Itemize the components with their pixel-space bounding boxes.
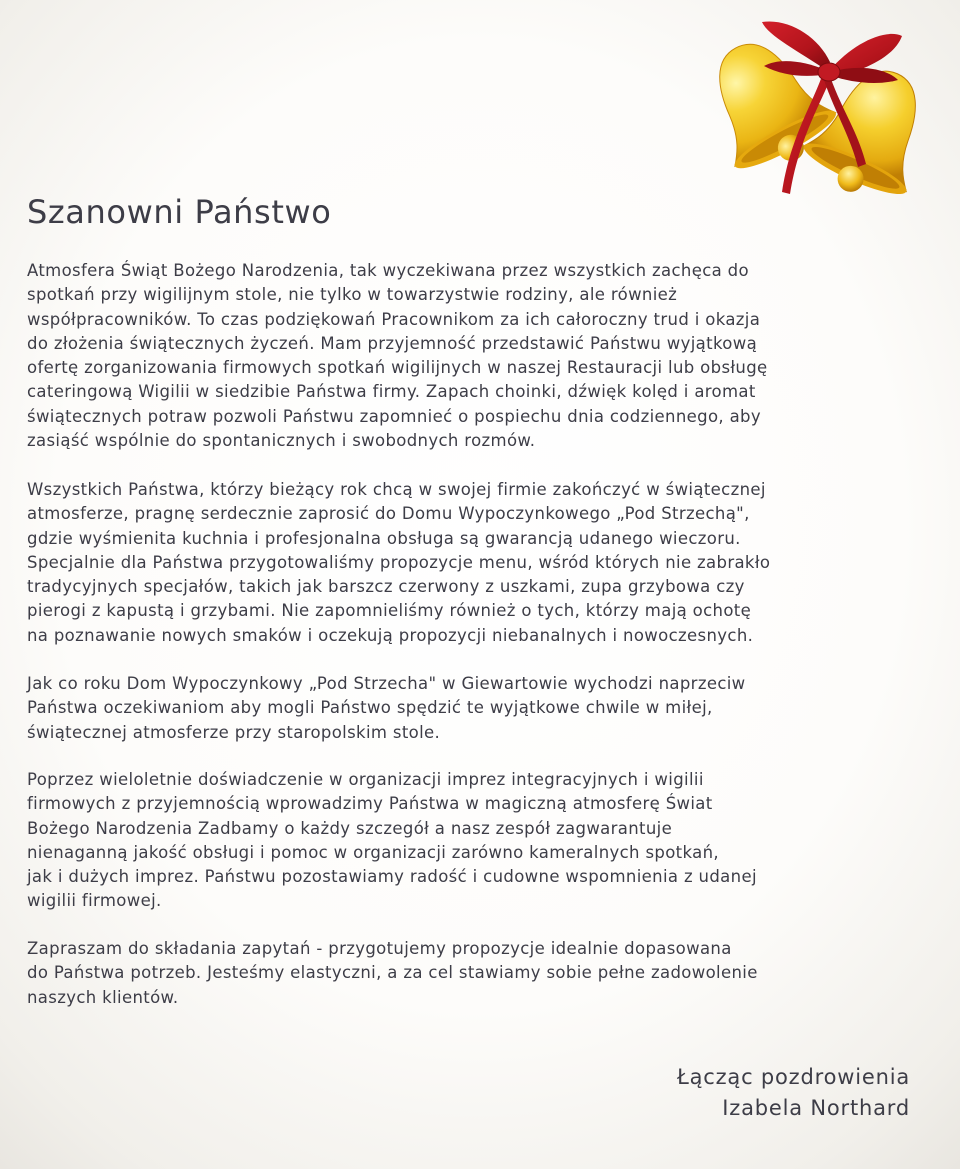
text-line: tradycyjnych specjałów, takich jak barszcz czerwony z uszkami, zupa grzybowa czy — [27, 577, 745, 597]
signature-name: Izabela Northard — [722, 1096, 910, 1120]
text-line: Jak co roku Dom Wypoczynkowy „Pod Strzecha" w Giewartowie wychodzi naprzeciw — [27, 674, 746, 693]
text-line: świątecznej atmosferze przy staropolskim stole. — [27, 722, 441, 742]
text-line: spotkań przy wigilijnym stole, nie tylko w towarzystwie rodziny, ale również — [27, 285, 678, 305]
closing-block — [677, 1062, 910, 1124]
text-line: Atmosfera Świąt Bożego Narodzenia, tak wyczekiwana przez wszystkich zachęca do — [27, 261, 749, 280]
text-line: atmosferze, pragnę serdecznie zaprosić do Domu Wypoczynkowego „Pod Strzechą", — [27, 504, 750, 524]
paragraph-experience — [27, 768, 757, 914]
paragraph-intro — [27, 259, 768, 453]
text-line: wigilii firmowej. — [27, 891, 162, 911]
text-line: do Państwa potrzeb. Jesteśmy elastyczni, a za cel stawiamy sobie pełne zadowolenie — [27, 963, 758, 983]
text-line: pierogi z kapustą i grzybami. Nie zapomnieliśmy również o tych, którzy mają ochotę — [27, 601, 752, 621]
text-line: gdzie wyśmienita kuchnia i profesjonalna obsługa są gwarancją udanego wieczoru. — [27, 528, 741, 548]
text-line: nienaganną jakość obsługi i pomoc w organizacji zarówno kameralnych spotkań, — [27, 842, 719, 862]
paragraph-inquiry — [27, 937, 758, 1010]
text-line: Wszystkich Państwa, którzy bieżący rok chcą w swojej firmie zakończyć w świątecznej — [27, 480, 766, 499]
text-line: zasiąść wspólnie do spontanicznych i swobodnych rozmów. — [27, 431, 536, 451]
text-line: firmowych z przyjemnością wprowadzimy Państwa w magiczną atmosferę Świat — [27, 794, 713, 814]
text-line: na poznawanie nowych smaków i oczekują propozycji niebanalnych i nowoczesnych. — [27, 625, 754, 645]
text-line: Specjalnie dla Państwa przygotowaliśmy propozycje menu, wśród których nie zabrakło — [27, 552, 771, 572]
text-line: Państwa oczekiwaniom aby mogli Państwo spędzić te wyjątkowe chwile w miłej, — [27, 698, 713, 718]
text-line: do złożenia świątecznych życzeń. Mam przyjemność przedstawić Państwu wyjątkową — [27, 333, 758, 353]
text-line: jak i dużych imprez. Państwu pozostawiamy radość i cudowne wspomnienia z udanej — [27, 867, 757, 887]
text-line: Bożego Narodzenia Zadbamy o każdy szczegół a nasz zespół zagwarantuje — [27, 818, 673, 838]
text-line: świątecznych potraw pozwoli Państwu zapomnieć o pospiechu dnia codziennego, aby — [27, 406, 761, 426]
greeting: Szanowni Państwo — [27, 193, 332, 231]
closing-salutation: Łącząc pozdrowienia — [676, 1065, 910, 1089]
letter — [27, 0, 927, 1169]
text-line: ofertę zorganizowania firmowych spotkań wigilijnych w naszej Restauracji lub obsługę — [27, 358, 768, 378]
text-line: Poprzez wieloletnie doświadczenie w organizacji imprez integracyjnych i wigilii — [27, 770, 704, 789]
text-line: naszych klientów. — [27, 987, 179, 1007]
paragraph-tradition — [27, 672, 746, 745]
text-line: Zapraszam do składania zapytań - przygotujemy propozycje idealnie dopasowana — [27, 939, 732, 958]
paragraph-invitation — [27, 478, 770, 648]
text-line: współpracowników. To czas podziękowań Pracownikom za ich całoroczny trud i okazja — [27, 309, 761, 329]
text-line: cateringową Wigilii w siedzibie Państwa firmy. Zapach choinki, dźwięk kolęd i aromat — [27, 382, 756, 402]
